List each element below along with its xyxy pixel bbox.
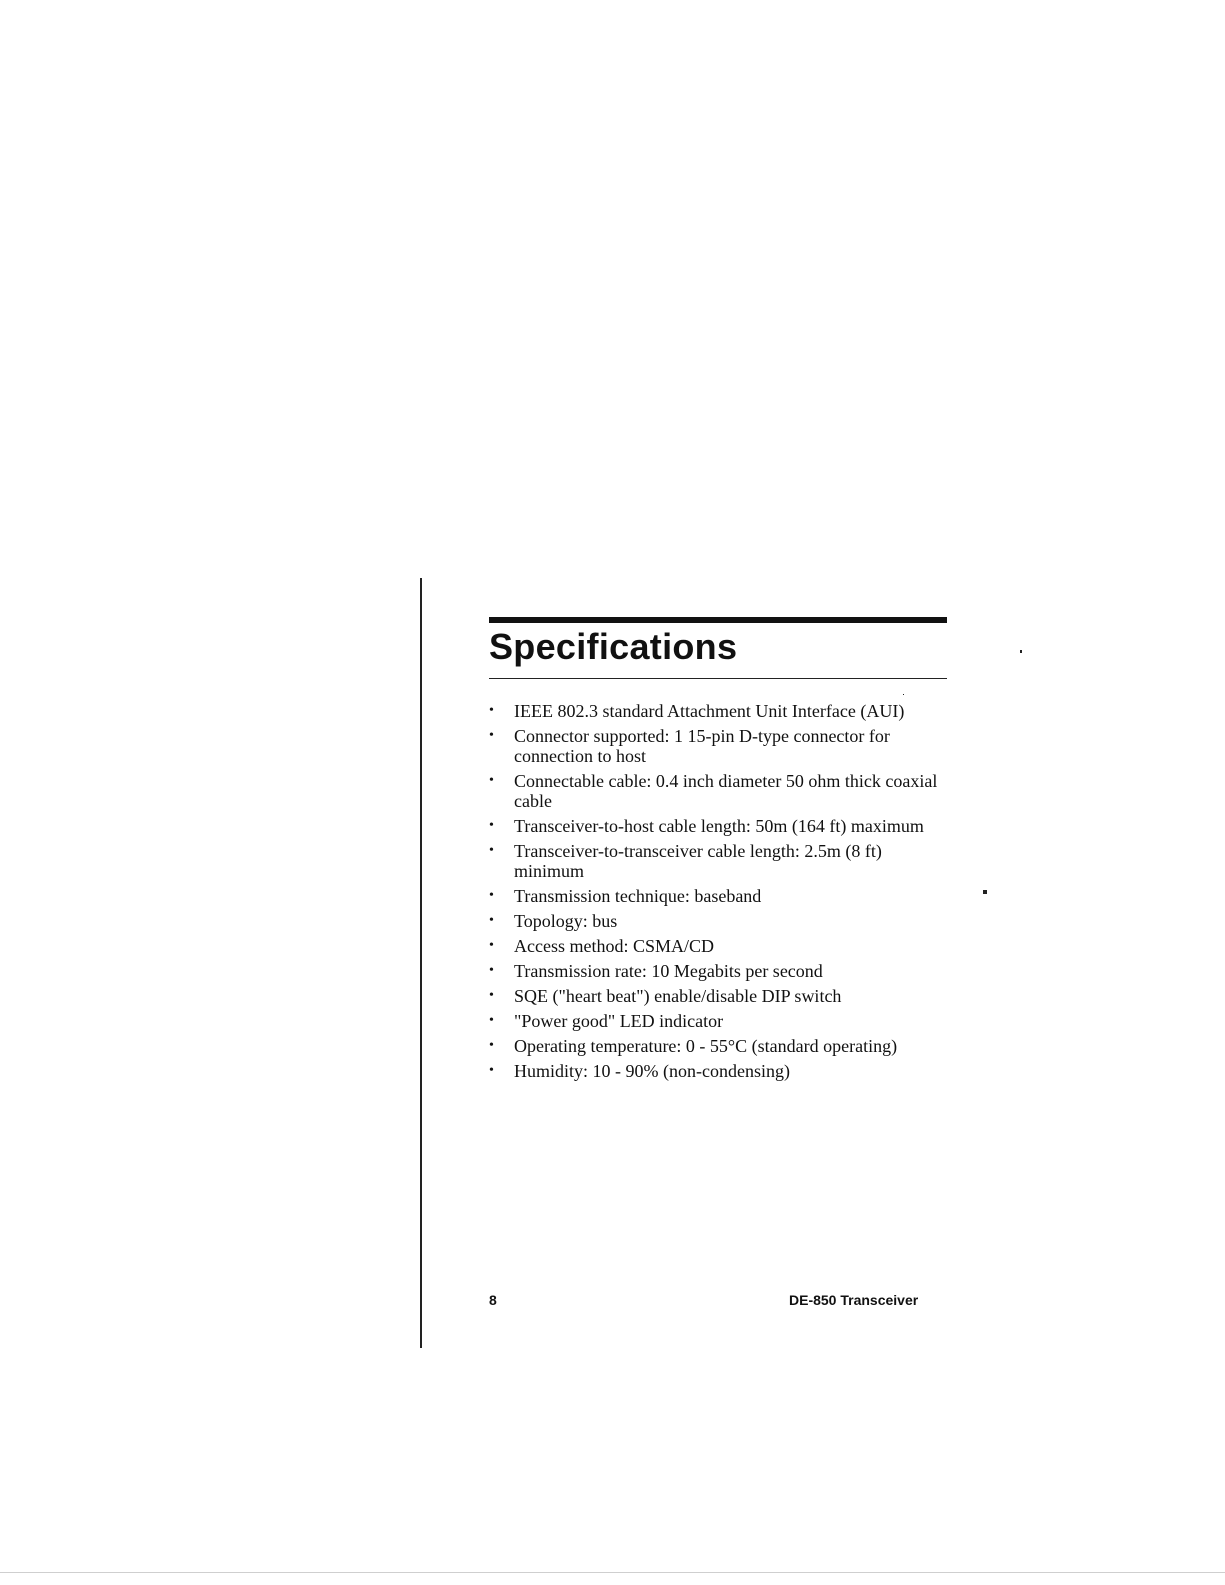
list-item <box>489 1036 944 1056</box>
list-item <box>489 1061 944 1081</box>
bullet-icon: • <box>489 728 494 743</box>
list-item <box>489 986 944 1006</box>
scan-edge <box>0 1572 1225 1573</box>
list-item-text: Topology: bus <box>514 911 618 931</box>
bullet-icon: • <box>489 843 494 858</box>
bullet-icon: • <box>489 913 494 928</box>
list-item-text: Connector supported: 1 15-pin D-type connector for connection to host <box>514 726 890 766</box>
list-item-text: Transceiver-to-host cable length: 50m (164 ft) maximum <box>514 816 924 836</box>
list-item-text: Connectable cable: 0.4 inch diameter 50 ohm thick coaxial cable <box>514 771 938 811</box>
binding-line <box>420 578 422 1348</box>
bullet-icon: • <box>489 938 494 953</box>
list-item-text: "Power good" LED indicator <box>514 1011 724 1031</box>
bullet-icon: • <box>489 888 494 903</box>
bullet-icon: • <box>489 773 494 788</box>
list-item <box>489 816 944 836</box>
list-item <box>489 911 944 931</box>
list-item-text: Transmission technique: baseband <box>514 886 762 906</box>
bullet-icon: • <box>489 1013 494 1028</box>
bullet-icon: • <box>489 963 494 978</box>
scan-speck <box>983 890 987 894</box>
heading-rule-bottom <box>489 678 947 679</box>
list-item-text: Humidity: 10 - 90% (non-condensing) <box>514 1061 790 1081</box>
list-item-text: Operating temperature: 0 - 55°C (standard operating) <box>514 1036 898 1056</box>
running-footer: DE-850 Transceiver <box>789 1292 919 1308</box>
list-item <box>489 936 944 956</box>
heading-rule-top <box>489 617 947 623</box>
list-item-text: Transmission rate: 10 Megabits per second <box>514 961 823 981</box>
list-item-text: SQE ("heart beat") enable/disable DIP switch <box>514 986 842 1006</box>
list-item <box>489 1011 944 1031</box>
list-item <box>489 701 944 721</box>
page-number: 8 <box>489 1292 497 1308</box>
list-item-text: Access method: CSMA/CD <box>514 936 714 956</box>
bullet-icon: • <box>489 988 494 1003</box>
bullet-icon: • <box>489 1038 494 1053</box>
list-item-text: Transceiver-to-transceiver cable length: 2.5m (8 ft) minimum <box>514 841 882 881</box>
list-item <box>489 726 944 766</box>
list-item <box>489 886 944 906</box>
list-item <box>489 961 944 981</box>
list-item <box>489 841 944 881</box>
bullet-icon: • <box>489 1063 494 1078</box>
specifications-list <box>489 701 944 1086</box>
list-item <box>489 771 944 811</box>
bullet-icon: • <box>489 703 494 718</box>
scan-speck <box>903 694 904 695</box>
bullet-icon: • <box>489 818 494 833</box>
scan-speck <box>1020 650 1022 653</box>
page-title: Specifications <box>489 626 738 667</box>
list-item-text: IEEE 802.3 standard Attachment Unit Interface (AUI) <box>514 701 905 721</box>
